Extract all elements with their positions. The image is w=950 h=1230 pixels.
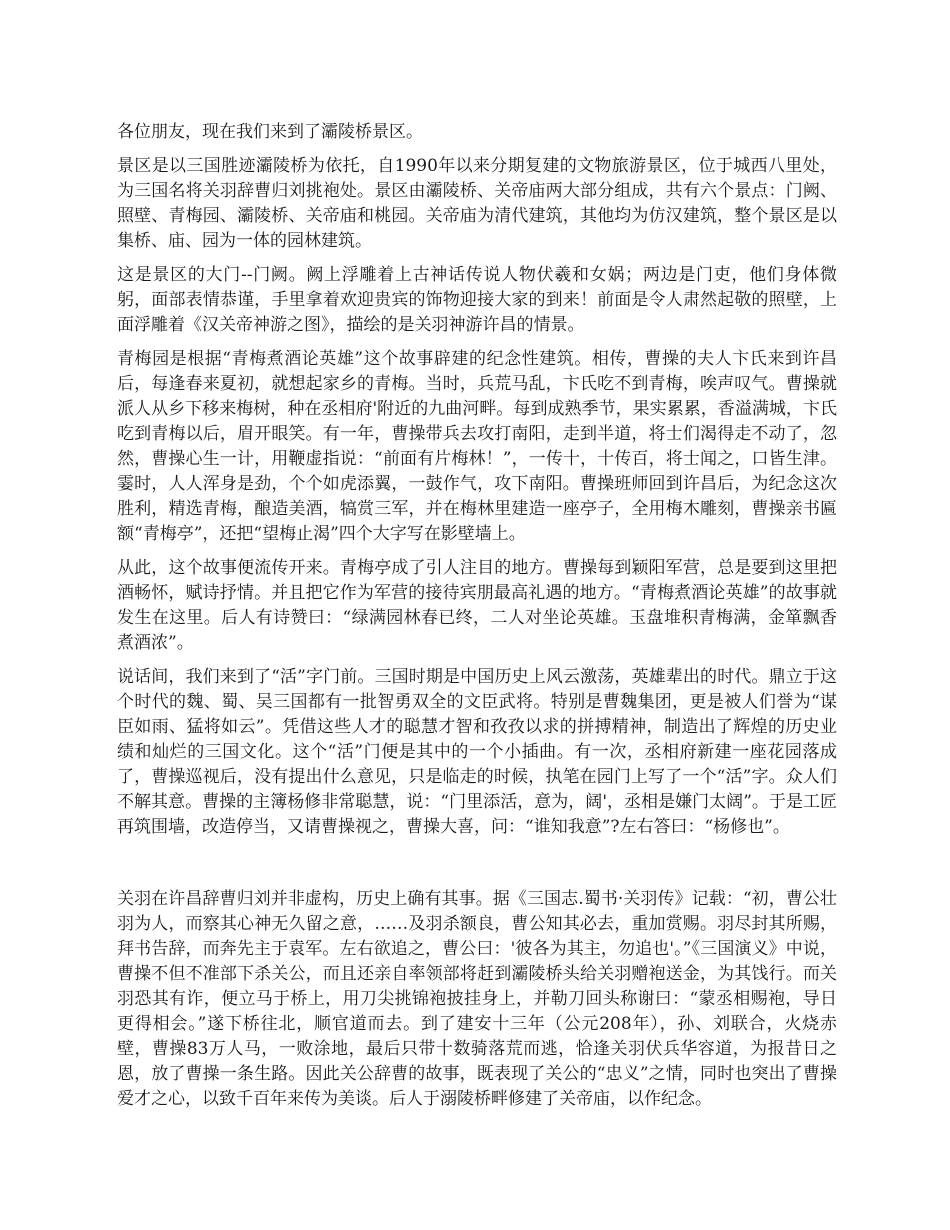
paragraph-spacer bbox=[117, 849, 837, 887]
paragraph-intro: 各位朋友，现在我们来到了灞陵桥景区。 bbox=[117, 122, 423, 142]
paragraph-scenic-area: 景区是以三国胜迹灞陵桥为依托，自1990年以来分期复建的文物旅游景区，位于城西八里处，为三国名将关羽辞曹归刘挑袍处。景区由灞陵桥、关帝庙两大部分组成，共有六个景点：门阙、照壁、青梅园、灞陵桥、关帝庙和桃园。关帝庙为清代建筑，其他均为仿汉建筑，整个景区是以集桥、庙、园为一体的园林建筑。 bbox=[117, 156, 837, 251]
document-page bbox=[117, 120, 837, 1121]
paragraph-qingmei-garden: 青梅园是根据“青梅煮酒论英雄”这个故事辟建的纪念性建筑。相传，曹操的夫人卞氏来到许昌后，每逢春来夏初，就想起家乡的青梅。当时，兵荒马乱，卞氏吃不到青梅，唉声叹气。曹操就派人从乡下移来梅树，种在丞相府'附近的九曲河畔。每到成熟季节，果实累累，香溢满城，卞氏吃到青梅以后，眉开眼笑。有一年，曹操带兵去攻打南阳，走到半道，将士们渴得走不动了，忽然，曹操心生一计，用鞭虚指说：“前面有片梅林！”，一传十，十传百，将士闻之，口皆生津。霎时，人人浑身是劲，个个如虎添翼，一鼓作气，攻下南阳。曹操班师回到许昌后，为纪念这次胜利，精选青梅，酿造美酒，犒赏三军，并在梅林里建造一座亭子，全用梅木雕刻，曹操亲书匾额“青梅亭”，还把“望梅止渴”四个大字写在影壁墙上。 bbox=[117, 349, 837, 544]
paragraph-gate-que: 这是景区的大门--门阙。阙上浮雕着上古神话传说人物伏羲和女娲；两边是门吏，他们身体微躬，面部表情恭谨，手里拿着欢迎贵宾的饰物迎接大家的到来！前面是令人肃然起敬的照壁，上面浮雕着《汉关帝神游之图》，描绘的是关羽神游许昌的情景。 bbox=[117, 265, 837, 335]
paragraph-guan-yu: 关羽在许昌辞曹归刘并非虚构，历史上确有其事。据《三国志.蜀书·关羽传》记载：“初，曹公壮羽为人，而察其心神无久留之意，……及羽杀额良，曹公知其必去，重加赏赐。羽尽封其所赐，拜书告辞，而奔先主于袁军。左右欲追之，曹公曰：'彼各为其主，勿追也'。”《三国演义》中说，曹操不但不准部下杀关公，而且还亲自率领部将赶到灞陵桥头给关羽赠袍送金，为其饯行。而关羽恐其有诈，便立马于桥上，用刀尖挑锦袍披挂身上，并勒刀回头称谢曰：“蒙丞相赐袍，导日更得相会。”遂下桥往北，顺官道而去。到了建安十三年（公元208年），孙、刘联合，火烧赤壁，曹操83万人马，一败涂地，最后只带十数骑落荒而逃，恰逢关羽伏兵华容道，为报昔日之恩，放了曹操一条生路。因此关公辞曹的故事，既表现了关公的“忠义”之情，同时也突出了曹操爱才之心，以致千百年来传为美谈。后人于溺陵桥畔修建了关帝庙，以作纪念。 bbox=[117, 889, 837, 1109]
paragraph-qingmei-pavilion: 从此，这个故事便流传开来。青梅亭成了引人注目的地方。曹操每到颖阳军营，总是要到这里把酒畅怀，赋诗抒情。并且把它作为军营的接待宾朋最高礼遇的地方。“青梅煮酒论英雄”的故事就发生在这里。后人有诗赞曰：“绿满园林春已终，二人对坐论英雄。玉盘堆积青梅满，金箪飘香煮酒浓”。 bbox=[117, 558, 837, 653]
paragraph-huo-gate: 说话间，我们来到了“活”字门前。三国时期是中国历史上风云激荡，英雄辈出的时代。鼎立于这个时代的魏、蜀、吴三国都有一批智勇双全的文臣武将。特别是曹魏集团，更是被人们誉为“谋臣如雨、猛将如云”。凭借这些人才的聪慧才智和孜孜以求的拼搏精神，制造出了辉煌的历史业绩和灿烂的三国文化。这个“活”门便是其中的一个小插曲。有一次，丞相府新建一座花园落成了，曹操巡视后，没有提出什么意见，只是临走的时候，执笔在园门上写了一个“活”字。众人们不解其意。曹操的主簿杨修非常聪慧，说：“门里添活，意为，阔'，丞相是嫌门太阔”。于是工匠再筑围墙，改造停当，又请曹操视之，曹操大喜，问：“谁知我意”?左右答曰：“杨修也”。 bbox=[117, 667, 837, 837]
